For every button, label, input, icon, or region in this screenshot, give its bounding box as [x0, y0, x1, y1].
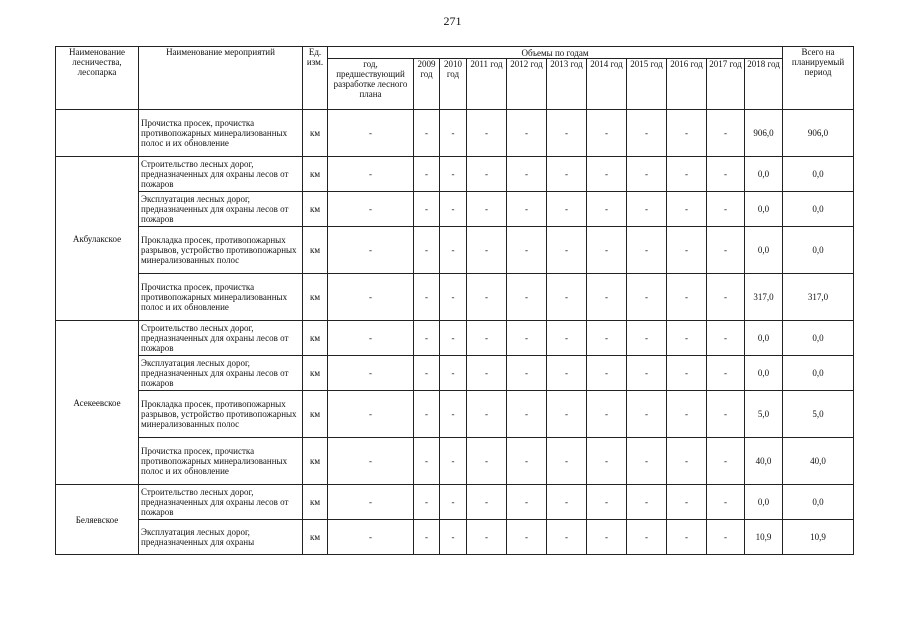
table-row: [56, 157, 854, 192]
year-value: 0,0: [745, 321, 783, 356]
year-value: -: [627, 227, 667, 274]
year-value: -: [507, 520, 547, 555]
event-name: Прокладка просек, противопожарных разрывов, устройство противопожарных минерализованных полос: [139, 227, 303, 274]
table-row: [56, 391, 854, 438]
year-value: -: [667, 438, 707, 485]
event-name: Эксплуатация лесных дорог, предназначенных для охраны лесов от пожаров: [139, 192, 303, 227]
total-value: 40,0: [783, 438, 854, 485]
event-name: Строительство лесных дорог, предназначенных для охраны лесов от пожаров: [139, 485, 303, 520]
table-row: [56, 192, 854, 227]
header-year: 2012 год: [507, 59, 547, 110]
year-value: -: [414, 485, 440, 520]
year-value: -: [667, 321, 707, 356]
event-name: Строительство лесных дорог, предназначенных для охраны лесов от пожаров: [139, 157, 303, 192]
header-prev-year: год, предшествующий разработке лесного плана: [328, 59, 414, 110]
year-value: -: [667, 274, 707, 321]
header-forestry: Наименование лесничества, лесопарка: [56, 47, 139, 110]
year-value: -: [587, 227, 627, 274]
year-value: -: [707, 157, 745, 192]
year-value: -: [667, 192, 707, 227]
event-name: Эксплуатация лесных дорог, предназначенных для охраны: [139, 520, 303, 555]
year-value: -: [627, 192, 667, 227]
year-value: -: [440, 110, 467, 157]
year-value: -: [547, 227, 587, 274]
year-value: -: [414, 520, 440, 555]
year-value: -: [440, 157, 467, 192]
year-value: -: [707, 438, 745, 485]
event-name: Строительство лесных дорог, предназначенных для охраны лесов от пожаров: [139, 321, 303, 356]
year-value: -: [707, 356, 745, 391]
table-row: [56, 485, 854, 520]
year-value: -: [414, 227, 440, 274]
year-value: 5,0: [745, 391, 783, 438]
event-name: Прочистка просек, прочистка противопожарных минерализованных полос и их обновление: [139, 110, 303, 157]
page-number: 271: [443, 14, 462, 28]
year-value: -: [587, 157, 627, 192]
event-name: Эксплуатация лесных дорог, предназначенных для охраны лесов от пожаров: [139, 356, 303, 391]
prev-year-value: -: [328, 157, 414, 192]
year-value: -: [440, 192, 467, 227]
year-value: -: [507, 485, 547, 520]
total-value: 0,0: [783, 321, 854, 356]
year-value: -: [627, 438, 667, 485]
year-value: -: [547, 192, 587, 227]
year-value: -: [587, 192, 627, 227]
prev-year-value: -: [328, 321, 414, 356]
year-value: -: [667, 520, 707, 555]
unit-cell: км: [303, 485, 328, 520]
year-value: -: [414, 321, 440, 356]
total-value: 0,0: [783, 192, 854, 227]
year-value: -: [667, 485, 707, 520]
year-value: -: [707, 110, 745, 157]
year-value: -: [414, 192, 440, 227]
year-value: -: [707, 274, 745, 321]
table-row: [56, 227, 854, 274]
year-value: -: [467, 485, 507, 520]
prev-year-value: -: [328, 356, 414, 391]
year-value: -: [507, 356, 547, 391]
year-value: -: [547, 157, 587, 192]
year-value: -: [440, 227, 467, 274]
year-value: -: [627, 391, 667, 438]
year-value: -: [587, 438, 627, 485]
table-row: [56, 356, 854, 391]
unit-cell: км: [303, 438, 328, 485]
year-value: -: [507, 391, 547, 438]
total-value: 317,0: [783, 274, 854, 321]
unit-cell: км: [303, 321, 328, 356]
forestry-name: Беляевское: [56, 485, 139, 555]
prev-year-value: -: [328, 438, 414, 485]
forestry-name: [56, 110, 139, 157]
unit-cell: км: [303, 110, 328, 157]
year-value: -: [414, 356, 440, 391]
unit-cell: км: [303, 356, 328, 391]
year-value: -: [467, 157, 507, 192]
header-total: Всего на планируемый период: [783, 47, 854, 110]
header-year: 2010 год: [440, 59, 467, 110]
prev-year-value: -: [328, 192, 414, 227]
year-value: -: [587, 485, 627, 520]
forestry-name: Акбулакское: [56, 157, 139, 321]
year-value: -: [467, 274, 507, 321]
year-value: -: [414, 391, 440, 438]
year-value: -: [627, 520, 667, 555]
prev-year-value: -: [328, 485, 414, 520]
year-value: -: [667, 227, 707, 274]
header-volumes: Объемы по годам: [328, 47, 783, 59]
year-value: -: [707, 192, 745, 227]
year-value: 906,0: [745, 110, 783, 157]
year-value: -: [587, 110, 627, 157]
year-value: -: [627, 321, 667, 356]
prev-year-value: -: [328, 227, 414, 274]
year-value: 0,0: [745, 157, 783, 192]
header-year: 2011 год: [467, 59, 507, 110]
event-name: Прочистка просек, прочистка противопожарных минерализованных полос и их обновление: [139, 438, 303, 485]
year-value: -: [467, 520, 507, 555]
year-value: -: [707, 391, 745, 438]
year-value: -: [507, 192, 547, 227]
year-value: -: [707, 227, 745, 274]
year-value: 0,0: [745, 192, 783, 227]
event-name: Прочистка просек, прочистка противопожарных минерализованных полос и их обновление: [139, 274, 303, 321]
total-value: 0,0: [783, 227, 854, 274]
header-year: 2009 год: [414, 59, 440, 110]
total-value: 5,0: [783, 391, 854, 438]
table-row: [56, 321, 854, 356]
year-value: -: [587, 356, 627, 391]
year-value: -: [627, 274, 667, 321]
forest-fire-measures-table: [55, 46, 854, 555]
year-value: -: [467, 192, 507, 227]
unit-cell: км: [303, 520, 328, 555]
prev-year-value: -: [328, 520, 414, 555]
year-value: -: [467, 391, 507, 438]
year-value: -: [547, 485, 587, 520]
year-value: -: [547, 356, 587, 391]
total-value: 0,0: [783, 485, 854, 520]
forestry-name: Асекеевское: [56, 321, 139, 485]
year-value: -: [467, 110, 507, 157]
year-value: -: [440, 520, 467, 555]
unit-cell: км: [303, 157, 328, 192]
unit-cell: км: [303, 192, 328, 227]
year-value: -: [467, 438, 507, 485]
year-value: 317,0: [745, 274, 783, 321]
year-value: -: [587, 274, 627, 321]
header-event: Наименование мероприятий: [139, 47, 303, 110]
header-year: 2014 год: [587, 59, 627, 110]
table-row: [56, 438, 854, 485]
prev-year-value: -: [328, 391, 414, 438]
year-value: -: [467, 321, 507, 356]
year-value: -: [547, 438, 587, 485]
year-value: -: [707, 485, 745, 520]
table-row: [56, 110, 854, 157]
year-value: -: [667, 391, 707, 438]
header-year: 2015 год: [627, 59, 667, 110]
year-value: 10,9: [745, 520, 783, 555]
year-value: -: [440, 274, 467, 321]
header-year: 2017 год: [707, 59, 745, 110]
year-value: -: [627, 110, 667, 157]
year-value: -: [440, 485, 467, 520]
year-value: -: [440, 391, 467, 438]
year-value: -: [507, 110, 547, 157]
total-value: 906,0: [783, 110, 854, 157]
year-value: -: [547, 520, 587, 555]
event-name: Прокладка просек, противопожарных разрывов, устройство противопожарных минерализованных полос: [139, 391, 303, 438]
year-value: 40,0: [745, 438, 783, 485]
total-value: 0,0: [783, 157, 854, 192]
year-value: -: [667, 356, 707, 391]
header-year: 2016 год: [667, 59, 707, 110]
year-value: -: [507, 438, 547, 485]
header-year: 2018 год: [745, 59, 783, 110]
year-value: -: [627, 485, 667, 520]
year-value: -: [507, 157, 547, 192]
year-value: 0,0: [745, 485, 783, 520]
year-value: -: [627, 356, 667, 391]
year-value: -: [547, 321, 587, 356]
prev-year-value: -: [328, 110, 414, 157]
year-value: -: [587, 520, 627, 555]
unit-cell: км: [303, 274, 328, 321]
unit-cell: км: [303, 227, 328, 274]
year-value: -: [507, 321, 547, 356]
year-value: -: [507, 274, 547, 321]
year-value: -: [440, 438, 467, 485]
year-value: 0,0: [745, 356, 783, 391]
year-value: -: [627, 157, 667, 192]
year-value: -: [587, 321, 627, 356]
year-value: -: [707, 321, 745, 356]
year-value: -: [414, 438, 440, 485]
year-value: -: [507, 227, 547, 274]
year-value: -: [587, 391, 627, 438]
year-value: -: [467, 356, 507, 391]
unit-cell: км: [303, 391, 328, 438]
year-value: -: [707, 520, 745, 555]
year-value: 0,0: [745, 227, 783, 274]
total-value: 0,0: [783, 356, 854, 391]
prev-year-value: -: [328, 274, 414, 321]
year-value: -: [467, 227, 507, 274]
year-value: -: [547, 110, 587, 157]
year-value: -: [547, 274, 587, 321]
year-value: -: [440, 321, 467, 356]
year-value: -: [667, 110, 707, 157]
table-row: [56, 520, 854, 555]
total-value: 10,9: [783, 520, 854, 555]
year-value: -: [414, 110, 440, 157]
table-body: [56, 110, 854, 555]
header-year: 2013 год: [547, 59, 587, 110]
table-row: [56, 274, 854, 321]
year-value: -: [440, 356, 467, 391]
year-value: -: [547, 391, 587, 438]
year-value: -: [414, 274, 440, 321]
year-value: -: [414, 157, 440, 192]
header-unit: Ед. изм.: [303, 47, 328, 110]
year-value: -: [667, 157, 707, 192]
